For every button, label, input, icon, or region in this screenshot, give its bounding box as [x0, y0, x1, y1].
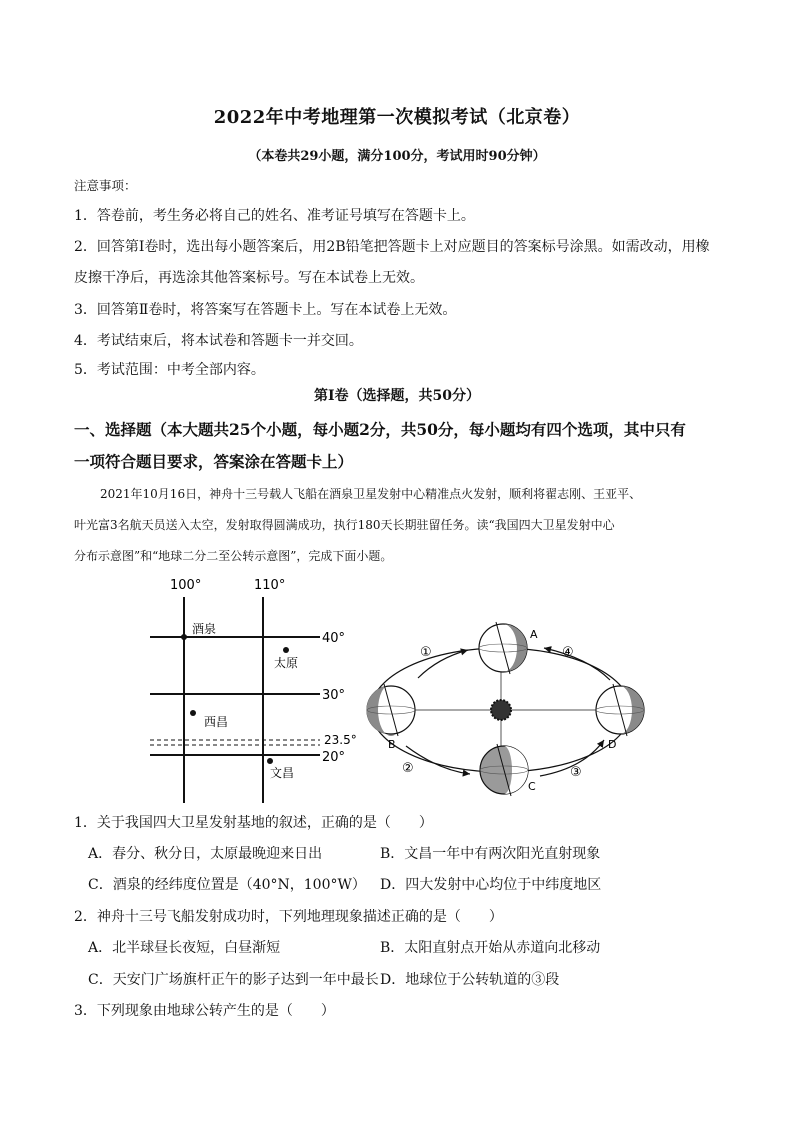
- passage-line: 分布示意图”和“地球二分二至公转示意图”，完成下面小题。: [74, 549, 393, 563]
- lon-label: 110°: [254, 578, 286, 593]
- sun: [491, 700, 511, 720]
- city-label: 酒泉: [192, 622, 217, 636]
- passage-line: 叶光富3名航天员送入太空，发射取得圆满成功，执行180天长期驻留任务。读“我国四大卫星发射中心: [74, 518, 615, 532]
- lat-label: 40°: [322, 631, 346, 646]
- segment-label: ②: [402, 761, 414, 776]
- city-dot: [283, 647, 289, 653]
- notice-item: 2．回答第Ⅰ卷时，选出每小题答案后，用2B铅笔把答题卡上对应题目的答案标号涂黑。如需改动，用橡: [74, 239, 710, 255]
- notice-item: 4．考试结束后，将本试卷和答题卡一并交回。: [74, 333, 363, 349]
- option: D．四大发射中心均位于中纬度地区: [380, 877, 602, 893]
- position-label: D: [608, 738, 617, 751]
- question-stem: 1．关于我国四大卫星发射基地的叙述，正确的是（ ）: [74, 815, 433, 831]
- position-label: B: [388, 738, 396, 751]
- option: B．文昌一年中有两次阳光直射现象: [380, 846, 601, 862]
- exam-subtitle: （本卷共29小题，满分100分，考试用时90分钟）: [248, 149, 546, 164]
- segment-label: ③: [570, 765, 582, 780]
- city-dot: [181, 634, 187, 640]
- option: A．北半球昼长夜短，白昼渐短: [88, 940, 281, 956]
- segment-label: ①: [420, 645, 432, 660]
- earth-orbit-diagram: [358, 610, 668, 802]
- section-heading: 一项符合题目要求，答案涂在答题卡上）: [74, 452, 354, 471]
- option: B．太阳直射点开始从赤道向北移动: [380, 940, 601, 956]
- orbit-arrow: [406, 746, 470, 774]
- lat-label: 23.5°: [324, 733, 357, 747]
- city-dot: [190, 710, 196, 716]
- option: A．春分、秋分日，太原最晚迎来日出: [88, 846, 323, 862]
- city-label: 西昌: [204, 715, 229, 729]
- option: C．酒泉的经纬度位置是（40°N，100°W）: [88, 877, 366, 893]
- notice-item: 5．考试范围：中考全部内容。: [74, 362, 265, 378]
- passage-line: 2021年10月16日，神舟十三号载人飞船在酒泉卫星发射中心精准点火发射，顺利将翟志刚、王亚平、: [100, 487, 642, 501]
- notice-item: 皮擦干净后，再选涂其他答案标号。写在本试卷上无效。: [74, 270, 424, 286]
- lat-label: 30°: [322, 688, 346, 703]
- city-label: 文昌: [270, 766, 295, 780]
- position-label: C: [528, 780, 536, 793]
- lat-label: 20°: [322, 750, 346, 765]
- city-label: 太原: [274, 656, 299, 670]
- option: D．地球位于公转轨道的③段: [380, 972, 560, 988]
- question-stem: 2．神舟十三号飞船发射成功时，下列地理现象描述正确的是（ ）: [74, 909, 503, 925]
- notice-item: 3．回答第Ⅱ卷时，将答案写在答题卡上。写在本试卷上无效。: [74, 302, 457, 318]
- launch-center-map: [140, 573, 380, 805]
- segment-label: ④: [562, 645, 574, 660]
- exam-title: 2022年中考地理第一次模拟考试（北京卷）: [213, 107, 581, 128]
- section-heading: 一、选择题（本大题共25个小题，每小题2分，共50分，每小题均有四个选项，其中只有: [74, 420, 686, 439]
- position-label: A: [530, 628, 538, 641]
- notice-item: 1．答卷前，考生务必将自己的姓名、准考证号填写在答题卡上。: [74, 208, 475, 224]
- question-stem: 3．下列现象由地球公转产生的是（ ）: [74, 1003, 335, 1019]
- option: C．天安门广场旗杆正午的影子达到一年中最长: [88, 972, 379, 988]
- notice-label: 注意事项：: [74, 178, 137, 193]
- city-dot: [267, 758, 273, 764]
- lon-label: 100°: [170, 578, 202, 593]
- section-title: 第Ⅰ卷（选择题，共50分）: [313, 388, 481, 404]
